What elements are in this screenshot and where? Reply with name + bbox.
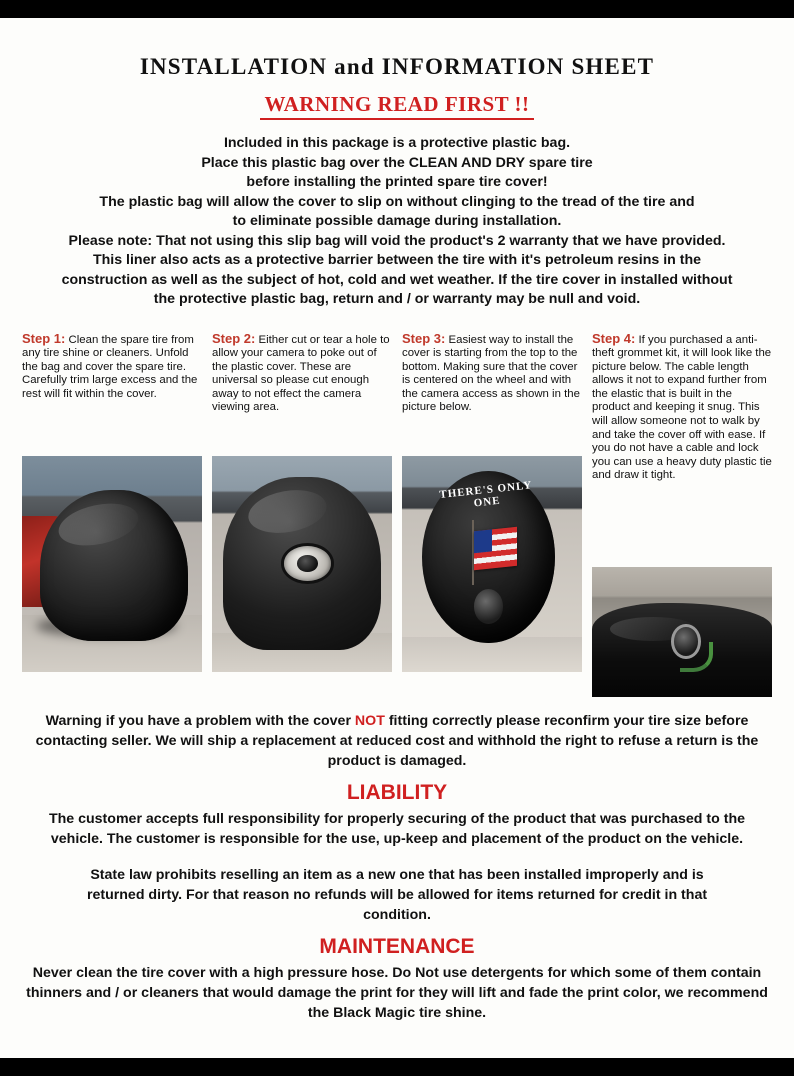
step-3-photo <box>402 456 582 672</box>
step-4-body: If you purchased a anti-theft grommet kit, it will look like the picture below. The cable length allows it not to expand further from the elastic that is built in the product and keeping it snug. This will allow someone not to walk by and take the cover off with ease. If you do not have a cable and lock you can use a heavy duty plastic tie and draw it tight. <box>592 333 772 482</box>
liability-heading: LIABILITY <box>346 781 448 805</box>
intro-line: to eliminate possible damage during installation. <box>232 213 562 229</box>
step-2 <box>212 332 392 698</box>
plastic-bag-cover <box>40 490 188 641</box>
warning-part-2: fitting correctly please reconfirm your tire size before contacting seller. We will ship a replacement at reduced cost and withhold the right to refuse a return is the product is damaged. <box>35 713 759 770</box>
liability-paragraph-1: The customer accepts full responsibility for properly securing of the product that was purchased to the vehicle. The customer is responsible for the use, up-keep and placement of the product on the vehicle. <box>48 811 746 848</box>
liability-paragraph-2: State law prohibits reselling an item as a new one that has been installed improperly and is returned dirty. For that reason no refunds will be allowed for items returned for credit in that condition. <box>86 867 708 924</box>
step-3 <box>402 332 582 698</box>
usa-flag-graphic <box>474 527 517 570</box>
maintenance-paragraph: Never clean the tire cover with a high pressure hose. Do Not use detergents for which some of them contain thinners and / or cleaners that would damage the print for they will lift and fade the print color, we recommend the Black Magic tire shine. <box>26 965 768 1022</box>
intro-line: Place this plastic bag over the CLEAN AND DRY spare tire <box>201 154 593 171</box>
step-2-body: Either cut or tear a hole to allow your camera to poke out of the plastic cover. These are universal so please cut enough away to not effect the camera viewing area. <box>212 333 390 414</box>
step-2-photo <box>212 456 392 672</box>
backup-camera <box>284 546 331 581</box>
intro-line: Please note: That not using this slip bag will void the product's 2 warranty that we have provided. <box>68 232 726 249</box>
steps-row <box>22 332 772 698</box>
warning-header <box>22 92 772 120</box>
warning-header-text: WARNING READ FIRST !! <box>260 92 533 120</box>
wheel-hub <box>474 589 503 624</box>
step-4 <box>592 332 772 698</box>
cover-print-text: THERE'S ONLY ONE <box>438 478 533 510</box>
intro-paragraph <box>22 134 772 310</box>
step-4-photo <box>592 567 772 697</box>
intro-line: The plastic bag will allow the cover to slip on without clinging to the tread of the tire and <box>99 193 695 210</box>
step-1-label: Step 1: <box>22 330 66 346</box>
step-1-photo <box>22 456 202 672</box>
step-1-text <box>22 332 202 450</box>
intro-line: This liner also acts as a protective barrier between the tire with it's petroleum resins in the <box>92 252 702 268</box>
step-2-label: Step 2: <box>212 330 256 346</box>
step-1 <box>22 332 202 698</box>
warning-paragraph <box>22 711 772 771</box>
step-3-text <box>402 332 582 450</box>
intro-line: construction as well as the subject of hot, cold and wet weather. If the tire cover in installed without <box>61 271 733 288</box>
intro-line: before installing the printed spare tire cover! <box>246 174 548 190</box>
step-3-body: Easiest way to install the cover is starting from the top to the bottom. Making sure that the cover is centered on the wheel and with the camera access as shown in the picture below. <box>402 333 580 414</box>
step-3-label: Step 3: <box>402 330 446 346</box>
warning-red-word: NOT <box>354 713 385 730</box>
page-title: INSTALLATION and INFORMATION SHEET <box>139 54 655 79</box>
instruction-sheet <box>0 18 794 1058</box>
step-2-text <box>212 332 392 450</box>
maintenance-heading: MAINTENANCE <box>319 935 475 959</box>
intro-line: the protective plastic bag, return and / or warranty may be null and void. <box>153 291 641 307</box>
step-4-label: Step 4: <box>592 330 636 346</box>
step-1-body: Clean the spare tire from any tire shine or cleaners. Unfold the bag and cover the spare tire. Carefully trim large excess and the rest will fit within the cover. <box>22 333 198 400</box>
warning-part-1: Warning if you have a problem with the cover <box>45 713 351 730</box>
intro-line: Included in this package is a protective plastic bag. <box>223 135 571 151</box>
step-4-text <box>592 332 772 484</box>
